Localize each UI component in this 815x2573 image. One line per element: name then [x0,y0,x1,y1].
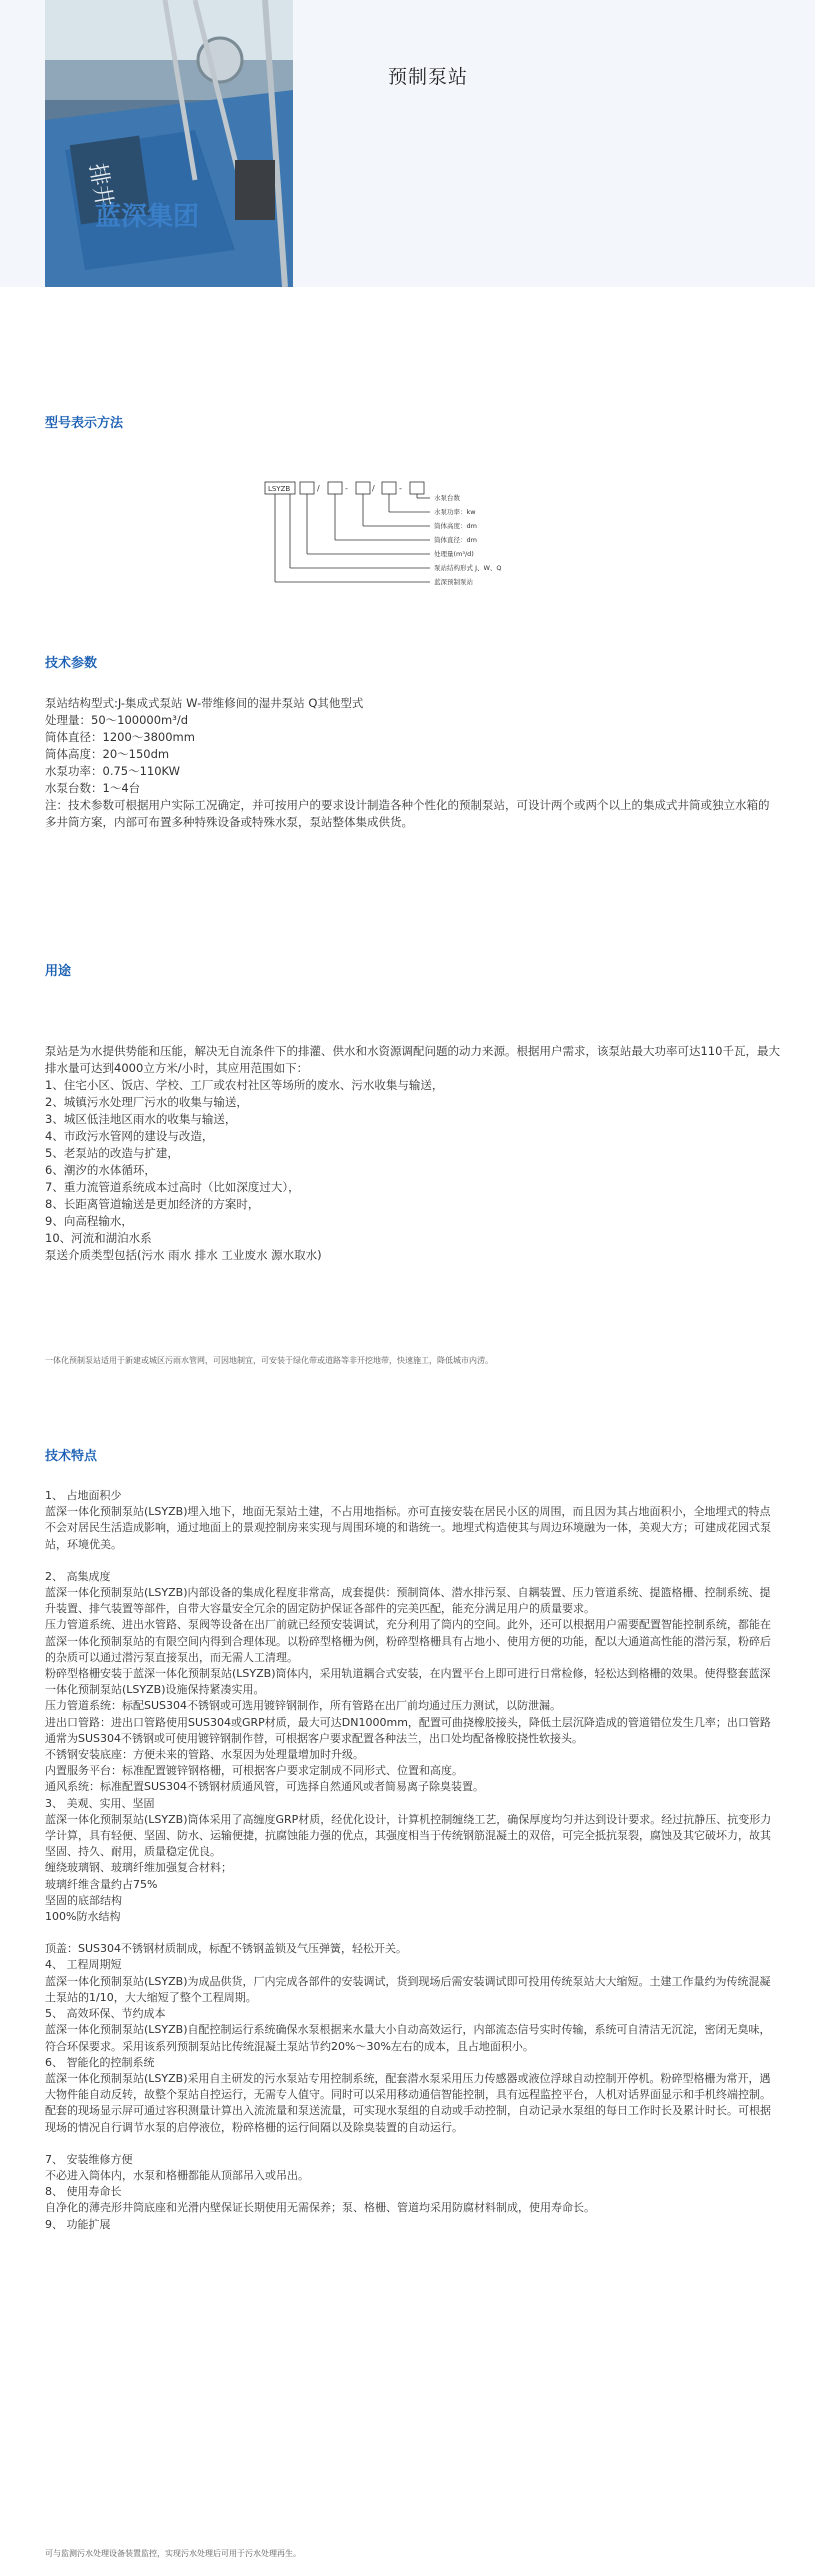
usage-item: 4、市政污水管网的建设与改造， [45,1129,214,1143]
features-section-title: 技术特点 [45,1449,98,1464]
usage-intro: 泵站是为水提供势能和压能，解决无自流条件下的排灌、供水和水资源调配问题的动力来源。根据用户需求，该泵站最大功率可达110千瓦，最大排水量可达到4000立方米/小时，其应用范围如下： [45,1044,780,1075]
legend-height: 筒体高度：dm [434,522,477,530]
feature-line: 蓝深一体化预制泵站(LSYZB)自配控制运行系统确保水泵根据来水量大小自动高效运行，内部流态信号实时传输，系统可自清洁无沉淀，密闭无臭味，符合环保要求。采用该系列预制泵站比传统混凝土泵站节约20%～30%左右的成本，且占地面积小。 [45,2023,771,2053]
photo-caption: 蓝深集团 [95,202,200,232]
feature-line: 粉碎型格栅安装于蓝深一体化预制泵站(LSYZB)筒体内，采用轨道耦合式安装，在内置平台上即可进行日常检修，轻松达到格栅的效果。使得整套蓝深一体化预制泵站(LSYZB)设施保持紧凑实用。 [45,1667,771,1697]
usage-item: 3、城区低洼地区雨水的收集与输送， [45,1112,237,1126]
feature-line: 不必进入筒体内，水泵和格栅都能从顶部吊入或吊出。 [45,2168,309,2182]
feature-line: 3、 美观、实用、坚固 [45,1796,155,1810]
legend-capacity: 处理量(m³/d) [434,550,474,558]
legend-brand: 蓝深预制泵站 [434,578,473,586]
feature-line: 1、 占地面积少 [45,1489,122,1502]
spec-line: 泵站结构型式:J-集成式泵站 W-带维修间的湿井泵站 Q其他型式 [45,696,364,710]
specs-text [45,695,780,831]
feature-line: 坚固的底部结构 [45,1893,122,1907]
feature-line: 蓝深一体化预制泵站(LSYZB)埋入地下，地面无泵站土建，不占用地指标。亦可直接安装在居民小区的周围，而且因为其占地面积小，全地埋式的特点不会对居民生活造成影响，通过地面上的景观控制房来实现与周围环境的和谐统一。地埋式构造使其与周边环境融为一体，美观大方；可建成花园式泵站，环境优美。 [45,1505,771,1551]
feature-line: 6、 智能化的控制系统 [45,2055,155,2069]
spec-line: 水泵功率：0.75～110KW [45,764,181,778]
usage-section-title: 用途 [45,964,72,979]
spec-line: 筒体高度：20～150dm [45,747,170,761]
spec-line: 处理量：50～100000m³/d [45,713,189,727]
svg-text:-: - [345,484,348,493]
legend-structure: 泵站结构形式 J、W、Q [434,564,502,572]
features-text [45,1488,780,2233]
specs-section-title: 技术参数 [45,656,98,671]
feature-line [45,1553,780,1569]
usage-item: 7、重力流管道系统成本过高时（比如深度过大）， [45,1180,300,1194]
feature-line: 压力管道系统、进出水管路、泵阀等设备在出厂前就已经预安装调试，充分利用了筒内的空间。此外，还可以根据用户需要配置智能控制系统，都能在蓝深一体化预制泵站的有限空间内得到合理体现。以粉碎型格栅为例，粉碎型格栅具有占地小、使用方便的功能，配以大通道高性能的潜污泵，粉碎后的杂质可以通过潜污泵直接泵出，而无需人工清理。 [45,1618,771,1664]
usage-item: 5、老泵站的改造与扩建， [45,1146,179,1160]
usage-note: 一体化预制泵站适用于新建或城区污雨水管网，可因地制宜，可安装于绿化带或道路等非开挖地带，快速施工，降低城市内涝。 [45,1356,493,1365]
spec-line: 筒体直径：1200～3800mm [45,730,195,744]
usage-item: 6、潮汐的水体循环， [45,1163,156,1177]
feature-line: 蓝深一体化预制泵站(LSYZB)内部设备的集成化程度非常高，成套提供：预制筒体、潜水排污泵、自耦装置、压力管道系统、提篮格栅、控制系统、提升装置、排气装置等部件，自带大容量安全冗余的固定防护保证各部件的完美匹配，能充分满足用户的质量要求。 [45,1586,771,1616]
usage-item: 1、住宅小区、饭店、学校、工厂或农村社区等场所的废水、污水收集与输送， [45,1078,444,1092]
usage-media: 泵送介质类型包括(污水 雨水 排水 工业废水 源水取水) [45,1248,322,1262]
feature-line: 自净化的薄壳形井筒底座和光滑内壁保证长期使用无需保养；泵、格栅、管道均采用防腐材料制成，使用寿命长。 [45,2201,595,2215]
page-title: 预制泵站 [388,66,469,88]
feature-line: 2、 高集成度 [45,1569,111,1583]
svg-text:/: / [372,484,375,493]
feature-line: 蓝深一体化预制泵站(LSYZB)为成品供货，厂内完成各部件的安装调试，货到现场后需安装调试即可投用传统泵站大大缩短。土建工作量约为传统混凝土泵站的1/10，大大缩短了整个工程周期。 [45,1974,771,2004]
features-last-note: 可与监测污水处理设备装置监控，实现污水处理后可用于污水处理再生。 [45,2549,301,2558]
spec-line: 水泵台数：1～4台 [45,781,141,795]
spec-note: 注：技术参数可根据用户实际工况确定，并可按用户的要求设计制造各种个性化的预制泵站，可设计两个或两个以上的集成式井筒或独立水箱的多井筒方案，内部可布置多种特殊设备或特殊水泵，泵站整体集成供货。 [45,798,770,829]
feature-line: 内置服务平台：标准配置镀锌钢格栅，可根据客户要求定制成不同形式、位置和高度。 [45,1764,463,1778]
model-code-diagram [260,470,620,620]
svg-text:-: - [399,484,402,493]
feature-line: 9、 功能扩展 [45,2217,111,2231]
feature-line: 8、 使用寿命长 [45,2185,122,2199]
feature-line: 不锈钢安装底座：方便未来的管路、水泵因为处理量增加时升级。 [45,1748,364,1762]
feature-line: 玻璃纤维含量约占75% [45,1877,158,1891]
feature-line: 顶盖：SUS304不锈钢材质制成，标配不锈钢盖锁及气压弹簧，轻松开关。 [45,1942,408,1956]
svg-text:/: / [317,484,320,493]
pump-station-photo [45,0,293,287]
feature-line: 蓝深一体化预制泵站(LSYZB)筒体采用了高缠度GRP材质，经优化设计，计算机控制缠绕工艺，确保厚度均匀并达到设计要求。经过抗静压、抗变形力学计算，具有轻便、坚固、防水、运输便捷，抗腐蚀能力强的优点，其强度相当于传统钢筋混凝土的双倍，可完全抵抗泵裂，腐蚀及其它破坏力，故其坚固、持久、耐用，质量稳定优良。 [45,1812,772,1859]
usage-item: 8、长距离管道输送是更加经济的方案时， [45,1197,260,1211]
model-code-label: LSYZB [268,485,291,493]
legend-pump-power: 水泵功率：kw [434,508,476,516]
legend-diameter: 筒体直径：dm [434,536,477,544]
feature-line: 4、 工程周期短 [45,1958,122,1972]
feature-line: 5、 高效环保、节约成本 [45,2007,166,2021]
model-section-title: 型号表示方法 [45,416,124,431]
feature-line [45,1925,780,1941]
feature-line: 压力管道系统：标配SUS304不锈钢或可选用镀锌钢制作，所有管路在出厂前均通过压力测试，以防泄漏。 [45,1699,562,1713]
usage-item: 9、向高程输水， [45,1214,133,1228]
usage-item: 2、城镇污水处理厂污水的收集与输送， [45,1095,248,1109]
photo-sign-text: 排井 [84,161,117,210]
usage-text [45,1043,780,1264]
legend-pump-count: 水泵台数 [434,494,460,502]
feature-line: 进出口管路：进出口管路使用SUS304或GRP材质，最大可达DN1000mm，配置可曲挠橡胶接头，降低土层沉降造成的管道错位发生几率；出口管路通常为SUS304不锈钢或可使用镀锌钢制作替，可根据客户要求配置各种法兰，出口处均配备橡胶挠性软接头。 [45,1715,771,1745]
feature-line: 100%防水结构 [45,1910,121,1924]
feature-line [45,2136,780,2152]
feature-line: 通风系统：标准配置SUS304不锈钢材质通风管，可选择自然通风或者简易离子除臭装置。 [45,1780,485,1794]
feature-line: 蓝深一体化预制泵站(LSYZB)采用自主研发的污水泵站专用控制系统，配套潜水泵采用压力传感器或液位浮球自动控制开停机。粉碎型格栅为常开，遇大物件能自动反转，故整个泵站自控运行，无需专人值守。同时可以采用移动通信智能控制，具有远程监控平台，人机对话界面显示和手机终端控制。配套的现场显示屏可通过容积测量计算出入流流量和泵送流量，可实现水泵组的自动或手动控制，自动记录水泵组的每日工作时长及累计时长。可根据现场的情况自行调节水泵的启停液位，粉碎格栅的运行间隔以及除臭装置的自动运行。 [45,2071,771,2134]
hero-banner [0,0,815,287]
usage-item: 10、河流和湖泊水系 [45,1231,152,1245]
feature-line: 7、 安装维修方便 [45,2152,133,2166]
feature-line: 缠绕玻璃钢、玻璃纤维加强复合材料； [45,1861,232,1875]
